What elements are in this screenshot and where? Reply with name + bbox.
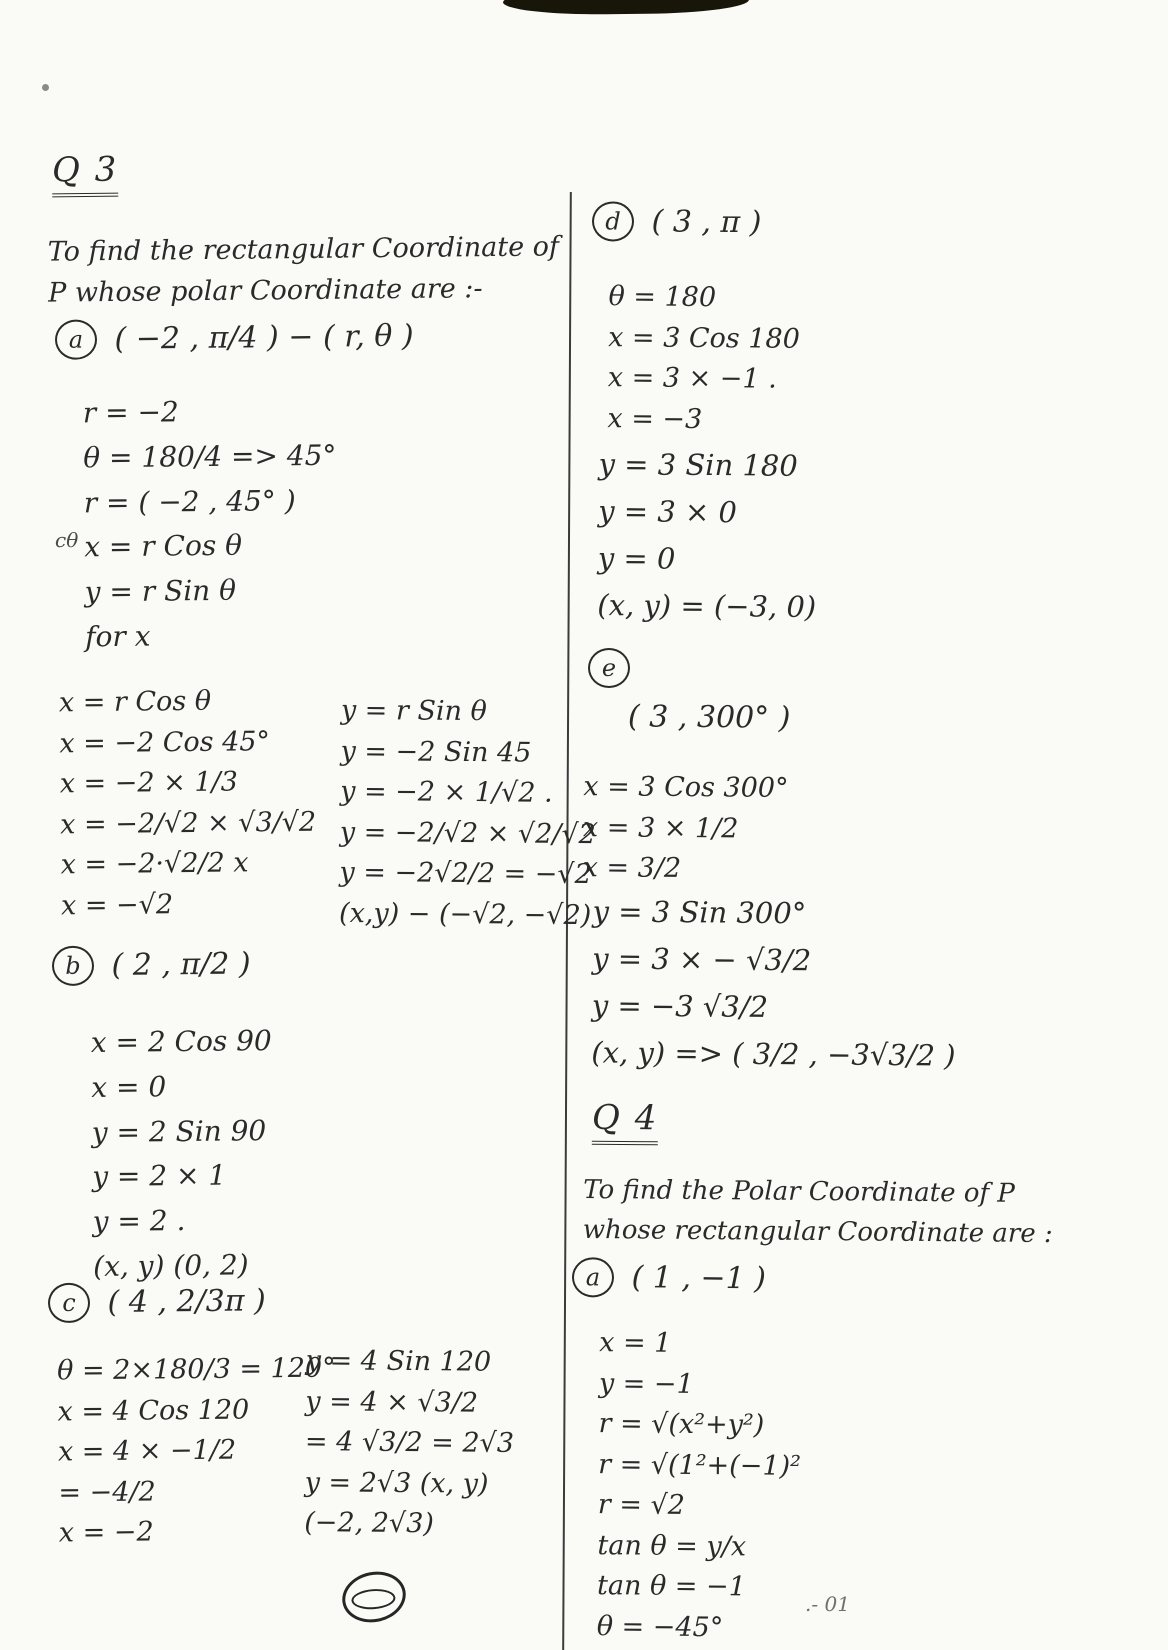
handwritten-line: r = √2 (597, 1489, 686, 1521)
handwritten-line: x = −3 (607, 402, 703, 435)
handwritten-line: r = √(1²+(−1)² (598, 1448, 802, 1482)
part-c-label: c (48, 1283, 90, 1323)
handwritten-line: x = 3 × 1/2 (582, 811, 739, 844)
q3-part-c-x-work (57, 1349, 338, 1554)
q3-part-a-x-work (59, 681, 317, 927)
handwritten-line: (x, y) => ( 3/2 , −3√3/2 ) (591, 1035, 956, 1073)
handwritten-line: x = 1 (599, 1327, 672, 1359)
handwritten-line: θ = −45° (596, 1610, 724, 1643)
handwritten-line: y = 4 × √3/2 (305, 1385, 479, 1419)
q4-heading: Q 4 (592, 1098, 659, 1146)
q3-part-d-x-work (607, 277, 800, 441)
handwritten-line: x = 0 (91, 1069, 167, 1104)
handwritten-line: (x, y) = (−3, 0) (597, 587, 817, 624)
q4-part-a-work (597, 1323, 803, 1649)
handwritten-line: y = 3 Sin 300° (592, 894, 807, 931)
handwritten-line: x = 3 Cos 180 (608, 321, 800, 355)
handwritten-line: y = 4 Sin 120 (305, 1345, 492, 1378)
handwritten-line: x = 4 Cos 120 (57, 1393, 250, 1427)
scan-artifact-bar (503, 0, 749, 15)
handwritten-line: y = −2 Sin 45 (340, 735, 532, 769)
handwritten-line: y = 3 Sin 180 (598, 447, 798, 483)
handwritten-line: y = 3 × 0 (598, 494, 738, 530)
handwritten-line: x = −√2 (60, 888, 174, 921)
handwritten-line: P whose polar Coordinate are :- (48, 272, 483, 309)
q3-part-a-heading (55, 316, 414, 360)
q3-heading: Q 3 (52, 150, 119, 198)
q3-part-e-x-work (582, 767, 788, 890)
margin-scribble: cθ (55, 528, 79, 552)
q3-part-a-setup (83, 389, 339, 660)
part-b-statement: ( 2 , π/2 ) (111, 946, 251, 983)
handwritten-line: r = √(x²+y²) (598, 1408, 765, 1441)
handwritten-line: x = −2/√2 × √3/√2 (60, 806, 317, 840)
part-c-statement: ( 4 , 2/3π ) (107, 1283, 266, 1321)
handwritten-line: y = −1 (598, 1367, 694, 1400)
handwritten-line: y = 2 . (92, 1204, 186, 1239)
handwritten-line: x = r Cos θ (84, 529, 243, 564)
part-d-statement: ( 3 , π ) (651, 204, 762, 241)
part-d-label: d (592, 201, 634, 241)
handwritten-line: θ = 180 (608, 281, 717, 314)
handwritten-line: y = 2√3 (x, y) (304, 1466, 489, 1500)
handwritten-line: To find the rectangular Coordinate of (47, 231, 560, 268)
handwritten-line: x = r Cos θ (58, 685, 212, 719)
part-a-statement: ( −2 , π/4 ) − ( r, θ ) (114, 318, 414, 357)
handwritten-line: (x,y) − (−√2, −√2) (338, 897, 592, 931)
handwritten-line: y = 0 (597, 540, 676, 576)
handwritten-line: y = −3 √3/2 (591, 988, 769, 1024)
part-e-statement: ( 3 , 300° ) (627, 699, 791, 736)
q3-part-b-heading (52, 944, 251, 986)
q3-part-c-y-work (304, 1341, 515, 1545)
handwritten-line: whose rectangular Coordinate are : (582, 1215, 1053, 1250)
q4-part-a-statement: ( 1 , −1 ) (631, 1260, 767, 1297)
q3-part-e-heading (588, 648, 638, 688)
handwritten-line: θ = 180/4 => 45° (83, 438, 337, 475)
handwritten-line: x = −2·√2/2 x (60, 847, 249, 881)
q3-part-d-heading (592, 201, 762, 242)
part-a-label: a (55, 319, 97, 359)
handwritten-line: r = ( −2 , 45° ) (83, 483, 296, 519)
handwritten-line: y = 2 Sin 90 (91, 1113, 267, 1149)
handwritten-line: x = 3 Cos 300° (583, 771, 789, 804)
handwritten-line: y = 2 × 1 (92, 1158, 227, 1194)
handwritten-line: x = 3/2 (582, 852, 682, 884)
handwritten-line: y = −2 × 1/√2 . (340, 775, 553, 809)
handwritten-line: = 4 √3/2 = 2√3 (304, 1426, 515, 1459)
page-number-mark: .- 01 (805, 1592, 850, 1616)
crossed-out-scribble (338, 1566, 411, 1628)
handwritten-line: for x (84, 619, 151, 654)
scan-dot (42, 84, 49, 91)
handwritten-line: r = −2 (82, 395, 179, 430)
handwritten-line: θ = 2×180/3 = 120° (56, 1352, 336, 1387)
handwritten-line: x = −2 × 1/3 (59, 766, 239, 800)
part-b-label: b (52, 946, 94, 986)
q3-intro (48, 227, 560, 313)
handwritten-line: tan θ = y/x (597, 1529, 747, 1562)
handwritten-line: y = r Sin θ (340, 694, 487, 728)
part-e-label: e (588, 648, 630, 688)
handwritten-line: y = r Sin θ (84, 573, 237, 609)
handwritten-line: x = 2 Cos 90 (90, 1024, 272, 1059)
q3-part-c-heading (48, 1281, 266, 1323)
handwritten-line: x = −2 (58, 1516, 154, 1549)
handwritten-line: (−2, 2√3) (304, 1507, 435, 1540)
q3-part-e-y-work (591, 888, 957, 1079)
handwritten-line: = −4/2 (58, 1475, 156, 1508)
q3-part-b-work (91, 1019, 275, 1290)
q4-part-a-heading (572, 1257, 766, 1299)
handwritten-line: y = −2√2/2 = −√2 (339, 856, 592, 891)
q4-intro (583, 1170, 1054, 1255)
handwritten-line: y = 3 × − √3/2 (592, 941, 812, 978)
q3-part-a-y-work (339, 691, 597, 936)
q4-part-a-label: a (572, 1257, 614, 1297)
handwritten-line: To find the Polar Coordinate of P (583, 1174, 1015, 1209)
handwritten-line: x = −2 Cos 45° (59, 725, 271, 759)
handwritten-line: (x, y) (0, 2) (92, 1248, 249, 1283)
handwritten-line: x = 4 × −1/2 (57, 1434, 237, 1468)
handwritten-line: y = −2/√2 × √2/√2 (339, 816, 596, 850)
handwritten-line: x = 3 × −1 . (607, 362, 777, 395)
q3-part-d-y-work (597, 441, 817, 631)
handwritten-line: tan θ = −1 (596, 1570, 747, 1603)
